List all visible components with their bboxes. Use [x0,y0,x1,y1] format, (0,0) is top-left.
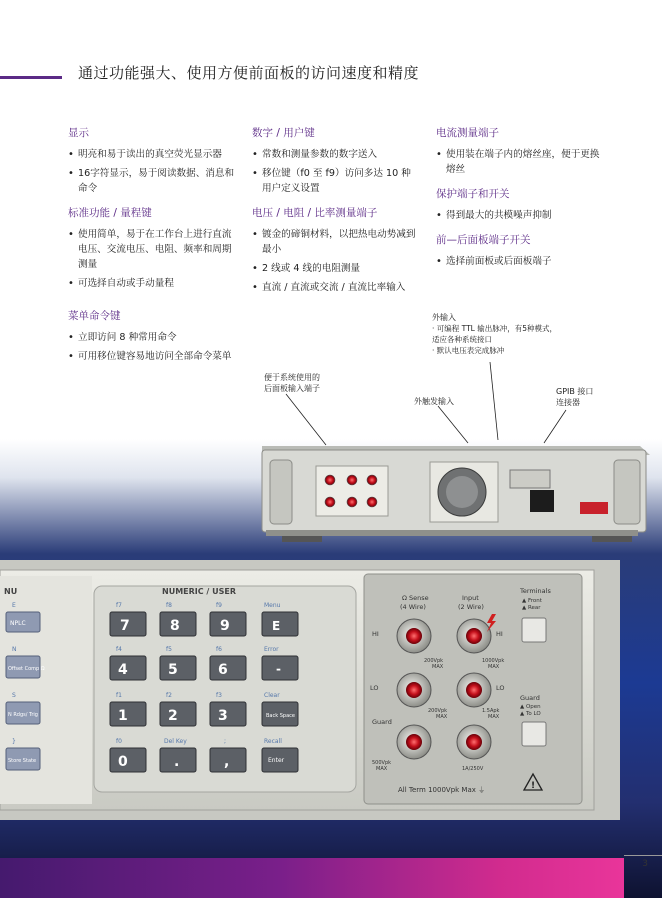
key-3-label: 3 [218,708,228,724]
section-heading: 前—后面板端子开关 [436,234,531,246]
rating-max-d: MAX [488,714,500,720]
key-shift-label: f6 [216,646,222,653]
offset-comp-key-label: Offset Comp Ω [8,666,45,672]
key-backspace-label: Back Space [266,713,295,719]
list-item: • 使用装在端子内的熔丝座，便于更换熔丝 [436,147,606,177]
key-1-label: 1 [118,708,128,724]
section-front-rear-switch [436,233,606,269]
rear-panel-unit [262,446,650,542]
key-shift-label: f2 [166,692,172,699]
list-item: • 明亮和易于读出的真空荧光显示器 [68,147,236,162]
list-item: • 移位键（f0 至 f9）访问多达 10 种用户定义设置 [252,166,418,196]
rating-max-b: MAX [488,664,500,670]
key-shift-label: Menu [264,602,281,609]
to-lo-option-label: ▲ To LO [520,711,541,717]
store-state-key-label: Store State [8,758,37,764]
rating-max-c: MAX [436,714,448,720]
section-heading: 显示 [68,127,89,139]
front-option-label: ▲ Front [522,598,542,604]
key-minus-label: - [276,662,281,676]
key-shift-label: Recall [264,738,282,745]
key-shift-label: f0 [116,738,122,745]
guard-switch-button [522,722,546,746]
section-voltage-terminals [252,206,418,295]
section-heading: 电流测量端子 [436,127,499,139]
key-shift-label: f9 [216,602,222,609]
key-9-label: 9 [220,618,230,634]
key-6-label: 6 [218,662,228,678]
section-standard-function [68,206,236,291]
hi-right-label: HI [496,630,503,638]
lo-right-label: LO [496,684,505,692]
callout-gpib: GPIB 接口 连接器 [556,387,594,407]
key-shift-label: f1 [116,692,122,699]
guard-terminal-label: Guard [372,718,392,726]
section-heading: 电压 / 电阻 / 比率测量端子 [252,207,378,219]
warning-icon-mark: ! [531,781,536,791]
callout-external-trigger: 外触发输入 [414,397,454,406]
key-shift-label: f4 [116,646,122,653]
list-item: • 得到最大的共模噪声抑制 [436,208,606,223]
numeric-header: NUMERIC / USER [162,587,236,596]
feature-column-2 [252,126,418,305]
key-shift-label: Clear [264,692,280,699]
key-shift-label: Error [264,646,279,653]
rating-max-e: MAX [376,766,388,772]
key-shift-label: S [12,692,16,699]
key-comma-label: , [224,754,230,770]
guard-switch-title: Guard [520,694,540,702]
rating-200v-a: 200Vpk [424,658,444,664]
rating-max-a: MAX [432,664,444,670]
multimeter-illustration [0,355,662,860]
page-title: 通过功能强大、使用方便前面板的访问速度和精度 [78,64,420,82]
feature-column-3 [436,126,606,279]
section-heading: 菜单命令键 [68,310,121,322]
list-item: • 可选择自动或手动量程 [68,276,236,291]
rating-1-5a: 1.5Apk [482,708,500,714]
key-4-label: 4 [118,662,128,678]
key-shift-label: N [12,646,17,653]
terminals-switch-button [522,618,546,642]
key-shift-label: } [12,738,16,745]
list-item: • 立即访问 8 种常用命令 [68,330,236,345]
title-accent-bar [0,76,62,79]
open-option-label: ▲ Open [520,704,541,710]
callout-external-output: 外输入 · 可编程 TTL 输出脉冲，有5种模式， 适应各种系统接口 · 默认电压表完成脉冲 [432,313,558,355]
list-item: • 直流 / 直流或交流 / 直流比率输入 [252,280,418,295]
feature-column-1 [68,126,236,374]
key-shift-label: f5 [166,646,172,653]
lo-label: LO [370,684,379,692]
key-5-label: 5 [168,662,178,678]
key-2-label: 2 [168,708,178,724]
n-rdgs-trig-key-label: N Rdgs/ Trig [8,712,38,718]
input-wire-label: (2 Wire) [458,603,484,611]
footer-band [0,858,624,898]
list-item: • 使用简单，易于在工作台上进行直流电压、交流电压、电阻、频率和周期测量 [68,227,236,272]
key-shift-label: ; [224,738,227,745]
input-label: Input [462,594,479,602]
key-shift-label: f3 [216,692,222,699]
key-shift-label: Del Key [164,738,187,745]
rating-1000v: 1000Vpk [482,658,505,664]
callout-rear-input: 便于系统使用的 后面板输入端子 [264,373,320,393]
key-shift-label: E [12,602,16,609]
section-heading: 数字 / 用户键 [252,127,315,139]
section-heading: 标准功能 / 量程键 [68,207,152,219]
nplc-key-label: NPLC [10,620,26,627]
section-numeric-keys [252,126,418,196]
rear-option-label: ▲ Rear [522,605,541,611]
key-e-label: E [272,619,281,633]
section-heading: 保护端子和开关 [436,188,510,200]
sense-label: Ω Sense [402,594,429,602]
rating-500v: 500Vpk [372,760,392,766]
list-item: • 可用移位键容易地访问全部命令菜单 [68,349,236,364]
rating-fuse: 1A/250V [462,766,484,772]
callout-leader-lines [286,362,566,445]
key-shift-label: f7 [116,602,122,609]
key-enter-label: Enter [268,757,285,764]
list-item: • 镀金的碲铜材料，以把热电动势减到最小 [252,227,418,257]
key-decimal-label: . [174,754,180,770]
list-item: • 常数和测量参数的数字送入 [252,147,418,162]
section-display [68,126,236,196]
key-0-label: 0 [118,754,128,770]
section-current-terminals [436,126,606,177]
hi-label: HI [372,630,379,638]
list-item: • 16字符显示，易于阅读数据、消息和命令 [68,166,236,196]
menu-header: NU [4,587,18,596]
key-7-label: 7 [120,618,130,634]
key-shift-label: f8 [166,602,172,609]
sense-wire-label: (4 Wire) [400,603,426,611]
list-item: • 2 线或 4 线的电阻测量 [252,261,418,276]
rating-200v-b: 200Vpk [428,708,448,714]
all-term-rating: All Term 1000Vpk Max ⏚ [398,786,486,794]
key-8-label: 8 [170,618,180,634]
list-item: • 选择前面板或后面板端子 [436,254,606,269]
section-guard-terminals [436,187,606,223]
page-number: 3 [642,859,648,869]
terminals-switch-title: Terminals [520,587,551,595]
footer-rule [624,855,662,856]
